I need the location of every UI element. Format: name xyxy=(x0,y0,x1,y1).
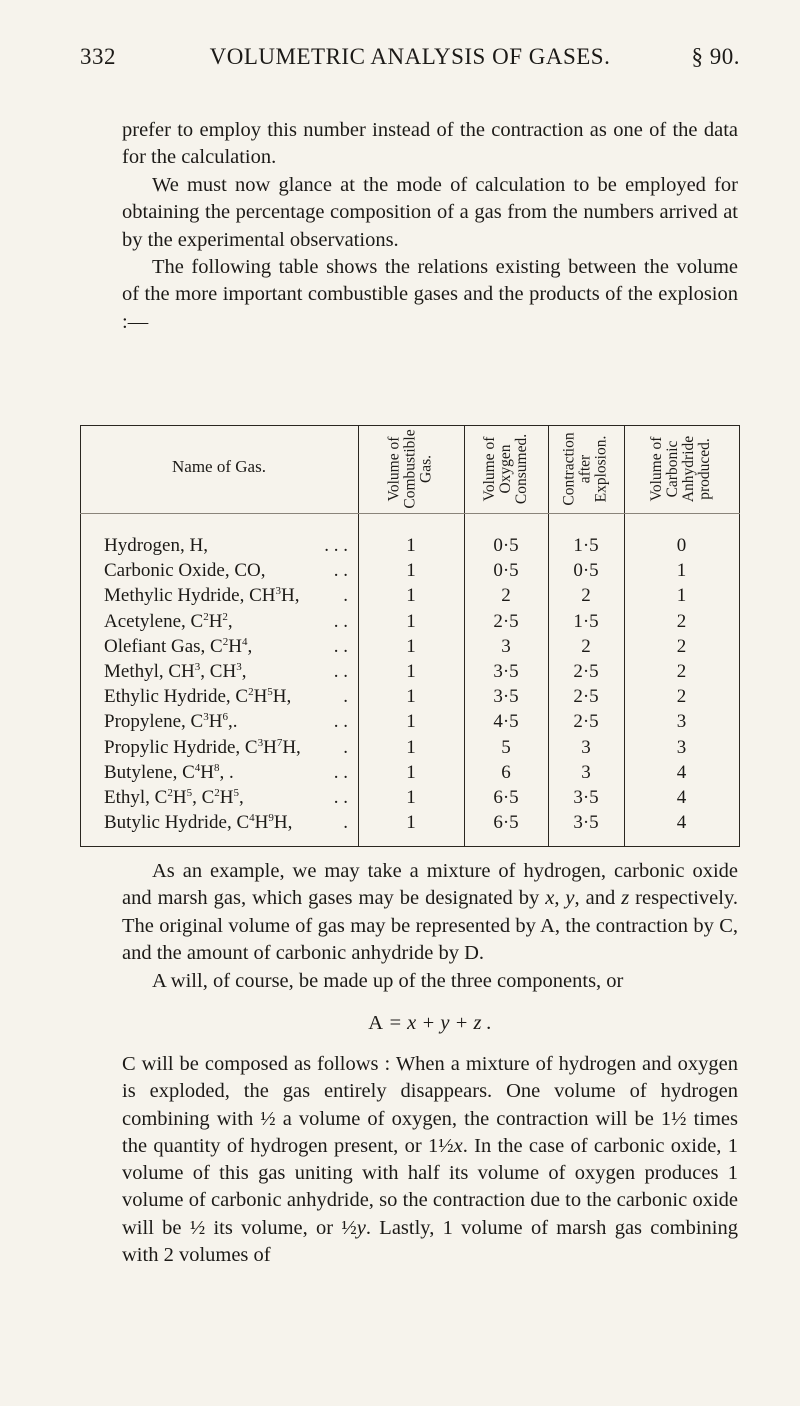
cell-oxygen: 3·5 xyxy=(493,661,519,682)
cell-contraction: 2·5 xyxy=(573,661,599,682)
cell-contraction: 3·5 xyxy=(573,787,599,808)
cell-volume-gas: 1 xyxy=(406,686,416,708)
cell-volume-gas: 1 xyxy=(406,711,416,733)
header-line: Combustible xyxy=(401,429,419,509)
leader-dots: . . . xyxy=(324,535,348,556)
header-line: Contraction xyxy=(561,432,578,506)
equation: A = x + y + z . xyxy=(368,1012,492,1034)
cell-volume-gas: 1 xyxy=(406,812,416,834)
header-contraction xyxy=(548,427,624,511)
cell-gas-name: Ethyl, $C^2H^5$, $C^2H^5$, . . xyxy=(104,787,348,808)
cell-carbonic-anhydride: 2 xyxy=(676,635,687,657)
cell-oxygen: 0·5 xyxy=(493,560,519,582)
cell-gas-name: Ethylic Hydride, $C^2H^5H$, . xyxy=(104,686,348,708)
cell-contraction: 3 xyxy=(581,736,591,758)
cell-carbonic-anhydride: 2 xyxy=(676,610,687,632)
leader-dots: . xyxy=(343,812,348,834)
table-row xyxy=(80,785,740,810)
table-row xyxy=(80,609,740,634)
paragraph-5: A will, of course, be made up of the three components, or xyxy=(152,970,624,992)
leader-dots: . . xyxy=(333,787,348,808)
header-line: Anhydride xyxy=(680,435,698,503)
header-line: Carbonic xyxy=(664,440,682,498)
cell-oxygen: 6·5 xyxy=(493,787,519,808)
table-row xyxy=(80,634,740,659)
leader-dots: . xyxy=(343,736,348,758)
cell-volume-gas: 1 xyxy=(406,560,416,582)
leader-dots: . . xyxy=(333,560,348,582)
header-oxygen-consumed xyxy=(464,427,548,511)
cell-carbonic-anhydride: 0 xyxy=(676,535,687,556)
cell-gas-name: Propylic Hydride, $C^3H^7H$, . xyxy=(104,736,348,758)
cell-oxygen: 2 xyxy=(501,585,511,607)
header-line: Consumed. xyxy=(513,433,530,505)
table-row xyxy=(80,533,740,558)
header-line: produced. xyxy=(696,438,714,500)
header-line: Oxygen xyxy=(497,444,514,494)
header-volume-combustible xyxy=(358,427,464,511)
header-line: Volume of xyxy=(385,436,403,502)
cell-gas-name: Propylene, $C^3H^6$,. . . xyxy=(104,711,348,733)
cell-contraction: 1·5 xyxy=(573,535,599,556)
cell-oxygen: 2·5 xyxy=(493,610,519,632)
cell-contraction: 2 xyxy=(581,585,591,607)
cell-volume-gas: 1 xyxy=(406,661,416,682)
section-number: § 90. xyxy=(691,44,740,69)
cell-volume-gas: 1 xyxy=(406,787,416,808)
leader-dots: . . xyxy=(333,761,348,783)
cell-gas-name: Carbonic Oxide, CO, . . xyxy=(104,560,348,582)
cell-contraction: 2·5 xyxy=(573,686,599,708)
leader-dots: . . xyxy=(333,635,348,657)
cell-contraction: 2 xyxy=(581,635,591,657)
cell-volume-gas: 1 xyxy=(406,761,416,783)
cell-gas-name: Acetylene, $C^2H^2$, . . xyxy=(104,610,348,632)
cell-carbonic-anhydride: 3 xyxy=(676,736,687,758)
cell-volume-gas: 1 xyxy=(406,535,416,556)
header-line: Volume of xyxy=(481,436,498,502)
header-line: Gas. xyxy=(417,455,435,483)
cell-oxygen: 0·5 xyxy=(493,535,519,556)
gas-table xyxy=(80,425,740,847)
header-name-of-gas: Name of Gas. xyxy=(172,457,266,476)
cell-contraction: 3·5 xyxy=(573,812,599,834)
table-row xyxy=(80,659,740,684)
paragraph-6: C will be composed as follows : When a mixture of hydrogen and oxygen is exploded, the gas entirely disappears. One volume of hydrogen combining with ½ a volume of oxygen, the contraction will be 1½ times the quantity of hydrogen present, or 1½x. In the case of carbonic oxide, 1 volume of this gas uniting with half its volume of oxygen produces 1 volume of carbonic anhydride, so the contraction due to the carbonic oxide will be ½ its volume, or ½y. Lastly, 1 volume of marsh gas combining with 2 volumes of xyxy=(122,1053,738,1267)
cell-gas-name: Butylic Hydride, $C^4H^9H$, . xyxy=(104,812,348,834)
table-row xyxy=(80,709,740,734)
cell-volume-gas: 1 xyxy=(406,585,416,607)
table-bottom-rule xyxy=(80,846,740,847)
table-row xyxy=(80,583,740,608)
cell-carbonic-anhydride: 4 xyxy=(676,812,687,834)
leader-dots: . . xyxy=(333,661,348,682)
cell-volume-gas: 1 xyxy=(406,736,416,758)
cell-oxygen: 6·5 xyxy=(493,812,519,834)
cell-carbonic-anhydride: 4 xyxy=(676,761,687,783)
leader-dots: . . xyxy=(333,711,348,733)
header-line: Explosion. xyxy=(593,435,610,503)
cell-contraction: 3 xyxy=(581,761,591,783)
cell-contraction: 0·5 xyxy=(573,560,599,582)
cell-volume-gas: 1 xyxy=(406,635,416,657)
cell-oxygen: 3·5 xyxy=(493,686,519,708)
cell-gas-name: Olefiant Gas, $C^2H^4$, . . xyxy=(104,635,348,657)
cell-carbonic-anhydride: 1 xyxy=(676,585,687,607)
table-row xyxy=(80,558,740,583)
header-rule xyxy=(80,513,740,514)
paragraph-4: As an example, we may take a mixture of hydrogen, carbonic oxide and marsh gas, which gases may be designated by x, y, and z respectively. The original volume of gas may be represented by A, the contraction by C, and the amount of carbonic anhydride by D. xyxy=(122,860,738,964)
paragraph-1: prefer to employ this number instead of the contraction as one of the data for the calculation. xyxy=(122,119,738,169)
table-row xyxy=(80,735,740,760)
table-row xyxy=(80,810,740,835)
cell-contraction: 2·5 xyxy=(573,711,599,733)
cell-carbonic-anhydride: 1 xyxy=(676,560,687,582)
cell-gas-name: Hydrogen, H, . . . xyxy=(104,535,348,556)
running-head xyxy=(80,44,740,80)
cell-oxygen: 5 xyxy=(501,736,511,758)
cell-carbonic-anhydride: 3 xyxy=(676,711,687,733)
table-row xyxy=(80,760,740,785)
cell-oxygen: 3 xyxy=(501,635,511,657)
running-title: VOLUMETRIC ANALYSIS OF GASES. xyxy=(209,44,611,69)
page-number: 332 xyxy=(80,44,116,69)
leader-dots: . xyxy=(343,585,348,607)
leader-dots: . xyxy=(343,686,348,708)
header-line: after xyxy=(577,454,594,484)
header-line: Volume of xyxy=(648,436,666,502)
paragraph-2: We must now glance at the mode of calculation to be employed for obtaining the percentage composition of a gas from the numbers arrived at by the experimental observations. xyxy=(122,174,738,251)
cell-oxygen: 6 xyxy=(501,761,511,783)
cell-contraction: 1·5 xyxy=(573,610,599,632)
cell-carbonic-anhydride: 4 xyxy=(676,787,687,808)
header-carbonic-anhydride xyxy=(624,427,739,511)
cell-gas-name: Methyl, $CH^3$, $CH^3$, . . xyxy=(104,661,348,682)
cell-carbonic-anhydride: 2 xyxy=(676,686,687,708)
cell-oxygen: 4·5 xyxy=(493,711,519,733)
cell-gas-name: Methylic Hydride, $CH^3H$, . xyxy=(104,585,348,607)
paragraph-3: The following table shows the relations existing between the volume of the more important combustible gases and the products of the explosion :— xyxy=(122,256,738,333)
table-row xyxy=(80,684,740,709)
cell-carbonic-anhydride: 2 xyxy=(676,661,687,682)
cell-gas-name: Butylene, $C^4H^8$, . . . xyxy=(104,761,348,783)
leader-dots: . . xyxy=(333,610,348,632)
cell-volume-gas: 1 xyxy=(406,610,416,632)
